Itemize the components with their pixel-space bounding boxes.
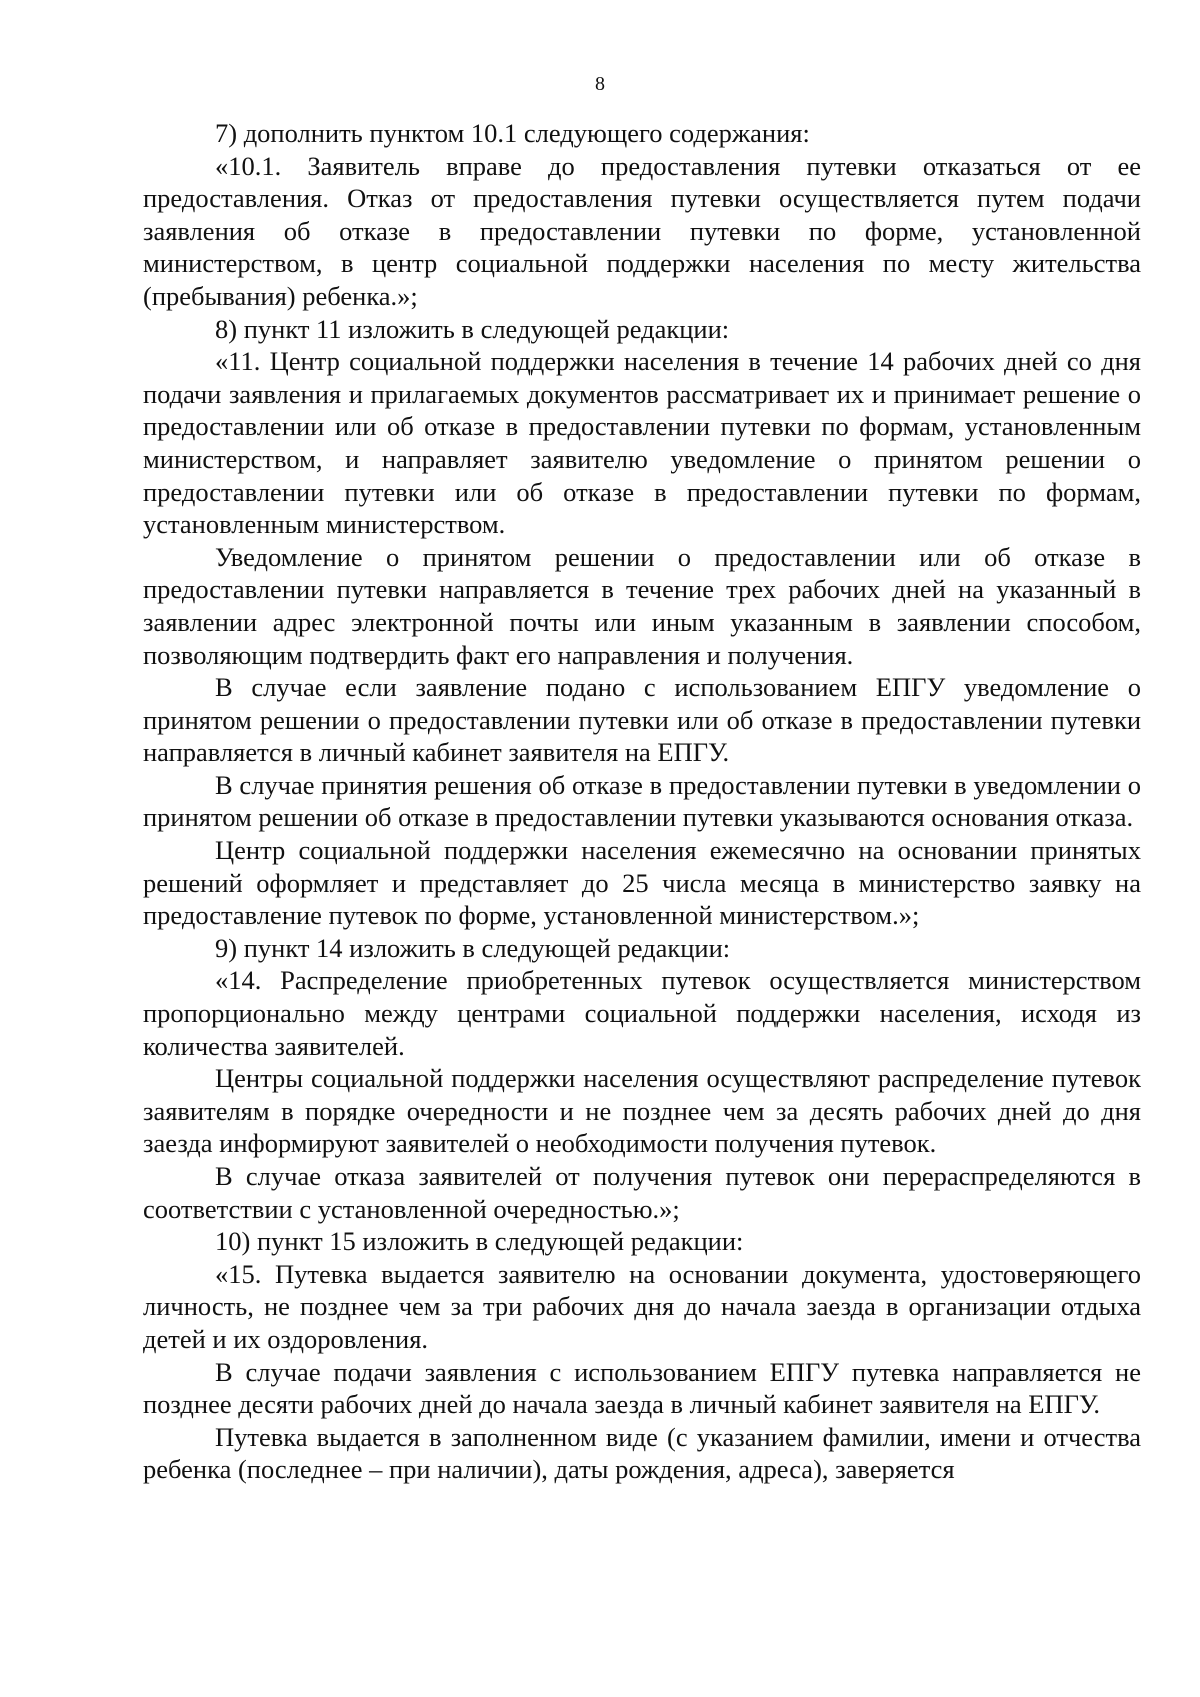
paragraph-distribution: Центры социальной поддержки населения осуществляют распределение путевок заявителям в порядке очередности и не позднее чем за десять рабочих дней до дня заезда информируют заявителей о необходимости получения путевок. — [143, 1063, 1141, 1159]
document-body — [143, 117, 1141, 1486]
paragraph-clause-10-1: «10.1. Заявитель вправе до предоставления путевки отказаться от ее предоставления. Отказ от предоставления путевки осуществляется путем подачи заявления об отказе в предоставлении путевки по форме, установленной министерством, в центр социальной поддержки населения по месту жительства (пребывания) ребенка.»; — [143, 150, 1141, 311]
paragraph-clause-15: «15. Путевка выдается заявителю на основании документа, удостоверяющего личность, не позднее чем за три рабочих дня до начала заезда в организации отдыха детей и их оздоровления. — [143, 1258, 1141, 1354]
page-number: 8 — [595, 73, 605, 95]
paragraph-redistribution: В случае отказа заявителей от получения путевок они перераспределяются в соответствии с установленной очередностью.»; — [143, 1161, 1141, 1224]
paragraph-clause-11: «11. Центр социальной поддержки населения в течение 14 рабочих дней со дня подачи заявления и прилагаемых документов рассматривает их и принимает решение о предоставлении или об отказе в предоставлении путевки по формам, установленным министерством, и направляет заявителю уведомление о принятом решении о предоставлении путевки или об отказе в предоставлении путевки по формам, установленным министерством. — [143, 346, 1141, 540]
paragraph-refusal-grounds: В случае принятия решения об отказе в предоставлении путевки в уведомлении о принятом решении об отказе в предоставлении путевки указываются основания отказа. — [143, 769, 1141, 833]
paragraph-item-9: 9) пункт 14 изложить в следующей редакции: — [215, 932, 731, 963]
paragraph-epgu-voucher: В случае подачи заявления с использованием ЕПГУ путевка направляется не позднее десяти рабочих дней до начала заезда в личный кабинет заявителя на ЕПГУ. — [143, 1356, 1141, 1420]
paragraph-item-8: 8) пункт 11 изложить в следующей редакции: — [215, 313, 730, 344]
paragraph-clause-14: «14. Распределение приобретенных путевок осуществляется министерством пропорционально между центрами социальной поддержки населения, исходя из количества заявителей. — [143, 965, 1141, 1061]
paragraph-item-7: 7) дополнить пунктом 10.1 следующего содержания: — [215, 118, 810, 148]
paragraph-voucher-filled: Путевка выдается в заполненном виде (с указанием фамилии, имени и отчества ребенка (последнее – при наличии), даты рождения, адреса), заверяется — [143, 1421, 1141, 1485]
paragraph-notification: Уведомление о принятом решении о предоставлении или об отказе в предоставлении путевки направляется в течение трех рабочих дней на указанный в заявлении адрес электронной почты или иным указанным в заявлении способом, позволяющим подтвердить факт его направления и получения. — [143, 541, 1141, 670]
paragraph-monthly-request: Центр социальной поддержки населения ежемесячно на основании принятых решений оформляет и представляет до 25 числа месяца в министерство заявку на предоставление путевок по форме, установленной министерством.»; — [143, 835, 1141, 931]
paragraph-item-10: 10) пункт 15 изложить в следующей редакции: — [215, 1226, 744, 1257]
paragraph-epgu-notification: В случае если заявление подано с использованием ЕПГУ уведомление о принятом решении о предоставлении путевки или об отказе в предоставлении путевки направляется в личный кабинет заявителя на ЕПГУ. — [143, 672, 1141, 768]
